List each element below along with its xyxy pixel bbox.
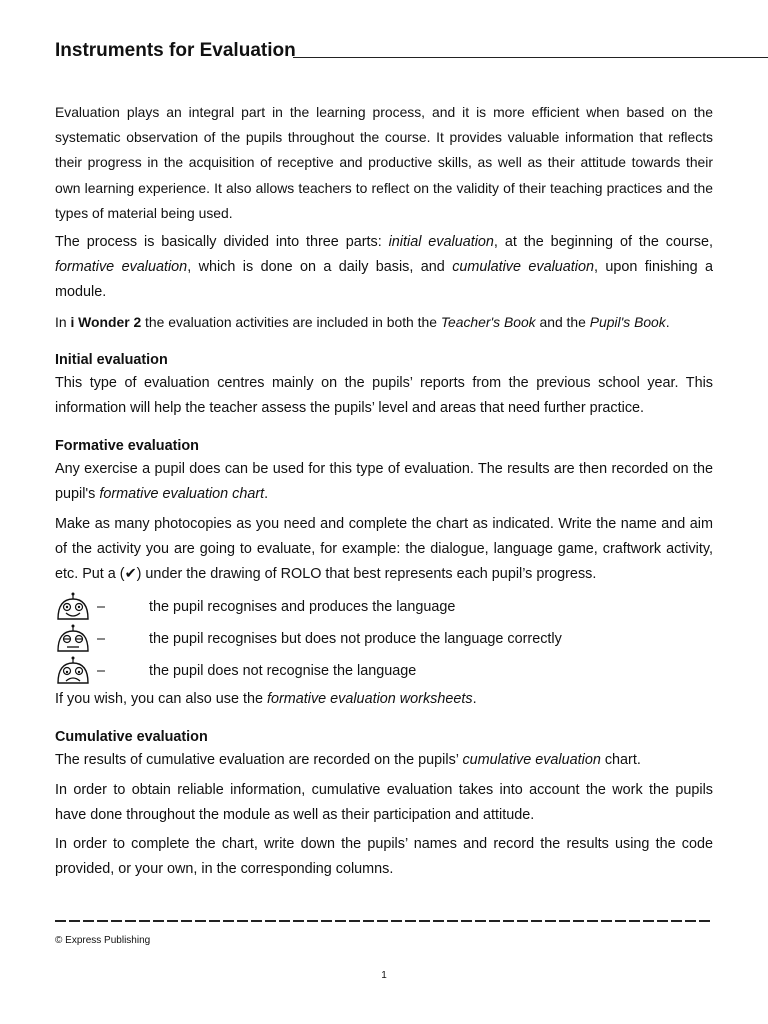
text-run: , upon finishing a module. bbox=[55, 259, 713, 301]
teachers-book-title: Teacher's Book bbox=[440, 313, 536, 330]
term-cumulative-evaluation: cumulative evaluation bbox=[452, 259, 594, 276]
formative-paragraph-2: Make as many photocopies as you need and complete the chart as indicated. Write the name and aim of the activity you are going to evaluate, for example: the dialogue, language game, craftwork activity, etc. Put a (✔) under the drawing of ROLO that best represents each pupil’s progress. bbox=[55, 515, 713, 583]
legend-row-sad bbox=[55, 655, 713, 687]
title-underline bbox=[293, 57, 768, 58]
legend-dash: – bbox=[97, 630, 106, 647]
rolo-neutral-icon bbox=[55, 624, 91, 654]
cumulative-paragraph-2: In order to obtain reliable information, cumulative evaluation takes into account the work the pupils have done throughout the module as well as their participation and attitude. bbox=[55, 781, 713, 823]
legend-text: the pupil recognises and produces the language bbox=[149, 598, 456, 615]
copyright-notice: © Express Publishing bbox=[55, 935, 151, 946]
text-run: , which is done on a daily basis, and bbox=[187, 259, 453, 276]
text-run: The results of cumulative evaluation are recorded on the pupils’ bbox=[55, 752, 463, 769]
text-run: In bbox=[55, 313, 71, 330]
initial-evaluation-heading: Initial evaluation bbox=[55, 351, 168, 368]
worksheets-term: formative evaluation worksheets bbox=[266, 691, 473, 708]
formative-evaluation-heading: Formative evaluation bbox=[55, 438, 199, 455]
formative-chart-term: formative evaluation chart bbox=[99, 486, 265, 503]
formative-paragraph-1 bbox=[55, 457, 713, 507]
text-run: If you wish, you can also use the bbox=[55, 691, 267, 708]
text-run: The process is basically divided into three parts: bbox=[55, 234, 389, 251]
text-run: the evaluation activities are included in both the bbox=[141, 313, 441, 330]
term-initial-evaluation: initial evaluation bbox=[388, 234, 494, 251]
legend-row-happy bbox=[55, 591, 713, 623]
course-name: i Wonder 2 bbox=[70, 313, 142, 330]
intro-paragraph-2 bbox=[55, 230, 713, 306]
legend-text: the pupil recognises but does not produce the language correctly bbox=[149, 630, 562, 647]
text-run: , at the beginning of the course, bbox=[493, 234, 713, 251]
term-formative-evaluation: formative evaluation bbox=[55, 259, 188, 276]
legend-text: the pupil does not recognise the language bbox=[149, 662, 417, 679]
text-run: . bbox=[665, 313, 670, 330]
title-row bbox=[55, 40, 768, 64]
intro-paragraph-1: Evaluation plays an integral part in the learning process, and it is more efficient when based on the systematic observation of the pupils throughout the course. It provides valuable information that reflects their progress in the acquisition of receptive and productive skills, as well as their attitude towards their own learning experience. It also allows teachers to reflect on the validity of their teaching practices and the types of material being used. bbox=[55, 104, 713, 221]
text-run: . bbox=[264, 486, 269, 503]
page-title: Instruments for Evaluation bbox=[55, 40, 296, 61]
text-run: . bbox=[472, 691, 477, 708]
legend-dash: – bbox=[97, 598, 106, 615]
cumulative-paragraph-1 bbox=[55, 748, 713, 773]
text-run: and the bbox=[535, 313, 590, 330]
legend-row-neutral bbox=[55, 623, 713, 655]
initial-evaluation-text: This type of evaluation centres mainly on the pupils’ reports from the previous school year. This information will help the teacher assess the pupils’ level and areas that need further practice. bbox=[55, 374, 713, 417]
text-run: Any exercise a pupil does can be used for this type of evaluation. The results are then recorded on the pupil's bbox=[55, 461, 713, 503]
text-run: chart. bbox=[600, 752, 641, 769]
pupils-book-title: Pupil's Book bbox=[589, 313, 666, 330]
cumulative-evaluation-heading: Cumulative evaluation bbox=[55, 729, 208, 746]
intro-paragraph-3 bbox=[55, 310, 713, 335]
cumulative-chart-term: cumulative evaluation bbox=[462, 752, 601, 769]
footer-dashed-rule bbox=[55, 920, 713, 922]
rolo-legend bbox=[55, 591, 713, 687]
rolo-sad-icon bbox=[55, 656, 91, 686]
rolo-happy-icon bbox=[55, 592, 91, 622]
document-body bbox=[55, 100, 713, 886]
formative-paragraph-3 bbox=[55, 687, 713, 712]
cumulative-paragraph-3: In order to complete the chart, write down the pupils’ names and record the results using the code provided, or your own, in the corresponding columns. bbox=[55, 836, 713, 878]
legend-dash: – bbox=[97, 662, 106, 679]
page-number: 1 bbox=[381, 970, 387, 981]
